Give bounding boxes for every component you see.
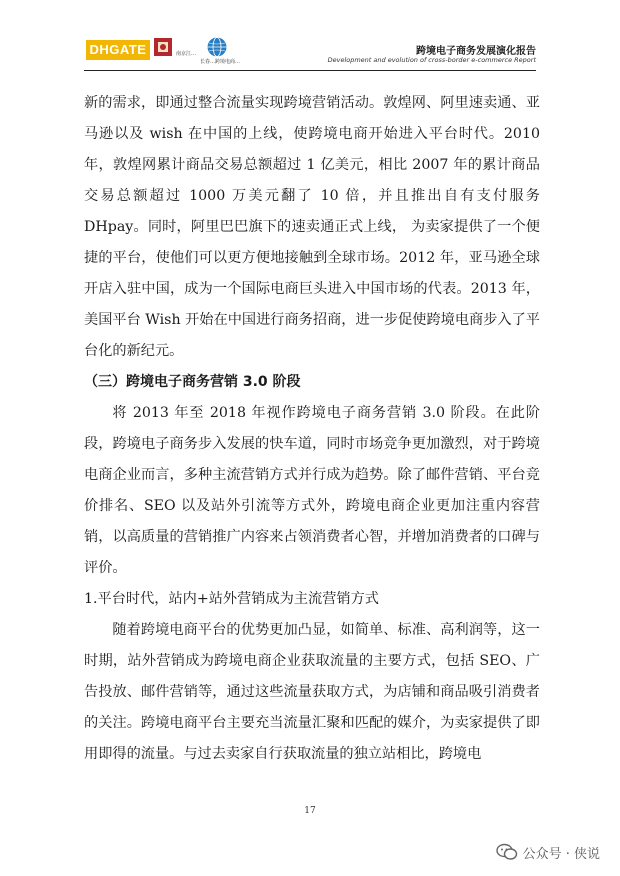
wechat-icon: [496, 843, 518, 861]
section-heading: （三）跨境电子商务营销 3.0 阶段: [84, 374, 301, 390]
globe-icon: [206, 36, 228, 58]
association-logo-text: 长春…跨境电商…: [200, 59, 241, 65]
header-divider: [84, 70, 536, 71]
page-number: 17: [304, 806, 316, 816]
report-subtitle: Development and evolution of cross-border e-commerce Report: [327, 56, 536, 64]
university-logo-text: 南京江…: [176, 51, 197, 57]
paragraph-1: 新的需求，即通过整合流量实现跨境营销活动。敦煌网、阿里速卖通、亚马逊以及 wish 在中国的上线，使跨境电商开始进入平台时代。2010 年，敦煌网累计商品交易总额超过 1 亿美元，相比 2007 年的累计商品交易总额超过 1000 万美元翻了 10 倍，并且推出自有支付服务 DHpay。同时，阿里巴巴旗下的速卖通正式上线， 为卖家提供了一个便捷的平台，使他们可以更方便地接触到全球市场。2012 年，亚马逊全球开店入驻中国，成为一个国际电商巨头进入中国市场的代表。2013 年，美国平台 Wish 开始在中国进行商务招商，进一步促使跨境电商步入了平台化的新纪元。: [84, 95, 540, 359]
subsection-heading: 1.平台时代，站内+站外营销成为主流营销方式: [84, 591, 379, 607]
paragraph-2: 将 2013 年至 2018 年视作跨境电子商务营销 3.0 阶段。在此阶段，跨境电子商务步入发展的快车道，同时市场竞争更加激烈，对于跨境电商企业而言，多种主流营销方式并行成为趋势。除了邮件营销、平台竞价排名、SEO 以及站外引流等方式外，跨境电商企业更加注重内容营销，以高质量的营销推广内容来占领消费者心智，并增加消费者的口碑与评价。: [84, 405, 540, 576]
paragraph-3: 随着跨境电商平台的优势更加凸显，如简单、标准、高利润等，这一时期，站外营销成为跨境电商企业获取流量的主要方式，包括 SEO、广告投放、邮件营销等，通过这些流量获取方式，为店铺和商品吸引消费者的关注。跨境电商平台主要充当流量汇聚和匹配的媒介，为卖家提供了即用即得的流量。与过去卖家自行获取流量的独立站相比，跨境电: [84, 622, 540, 762]
page-header: [0, 0, 620, 72]
university-seal-icon: [152, 36, 174, 58]
watermark: [496, 841, 600, 863]
report-title: 跨境电子商务发展演化报告: [416, 46, 536, 57]
dhgate-logo: DHGATE: [86, 40, 150, 60]
document-body: [84, 88, 540, 770]
watermark-text: 公众号 · 侠说: [522, 846, 600, 862]
